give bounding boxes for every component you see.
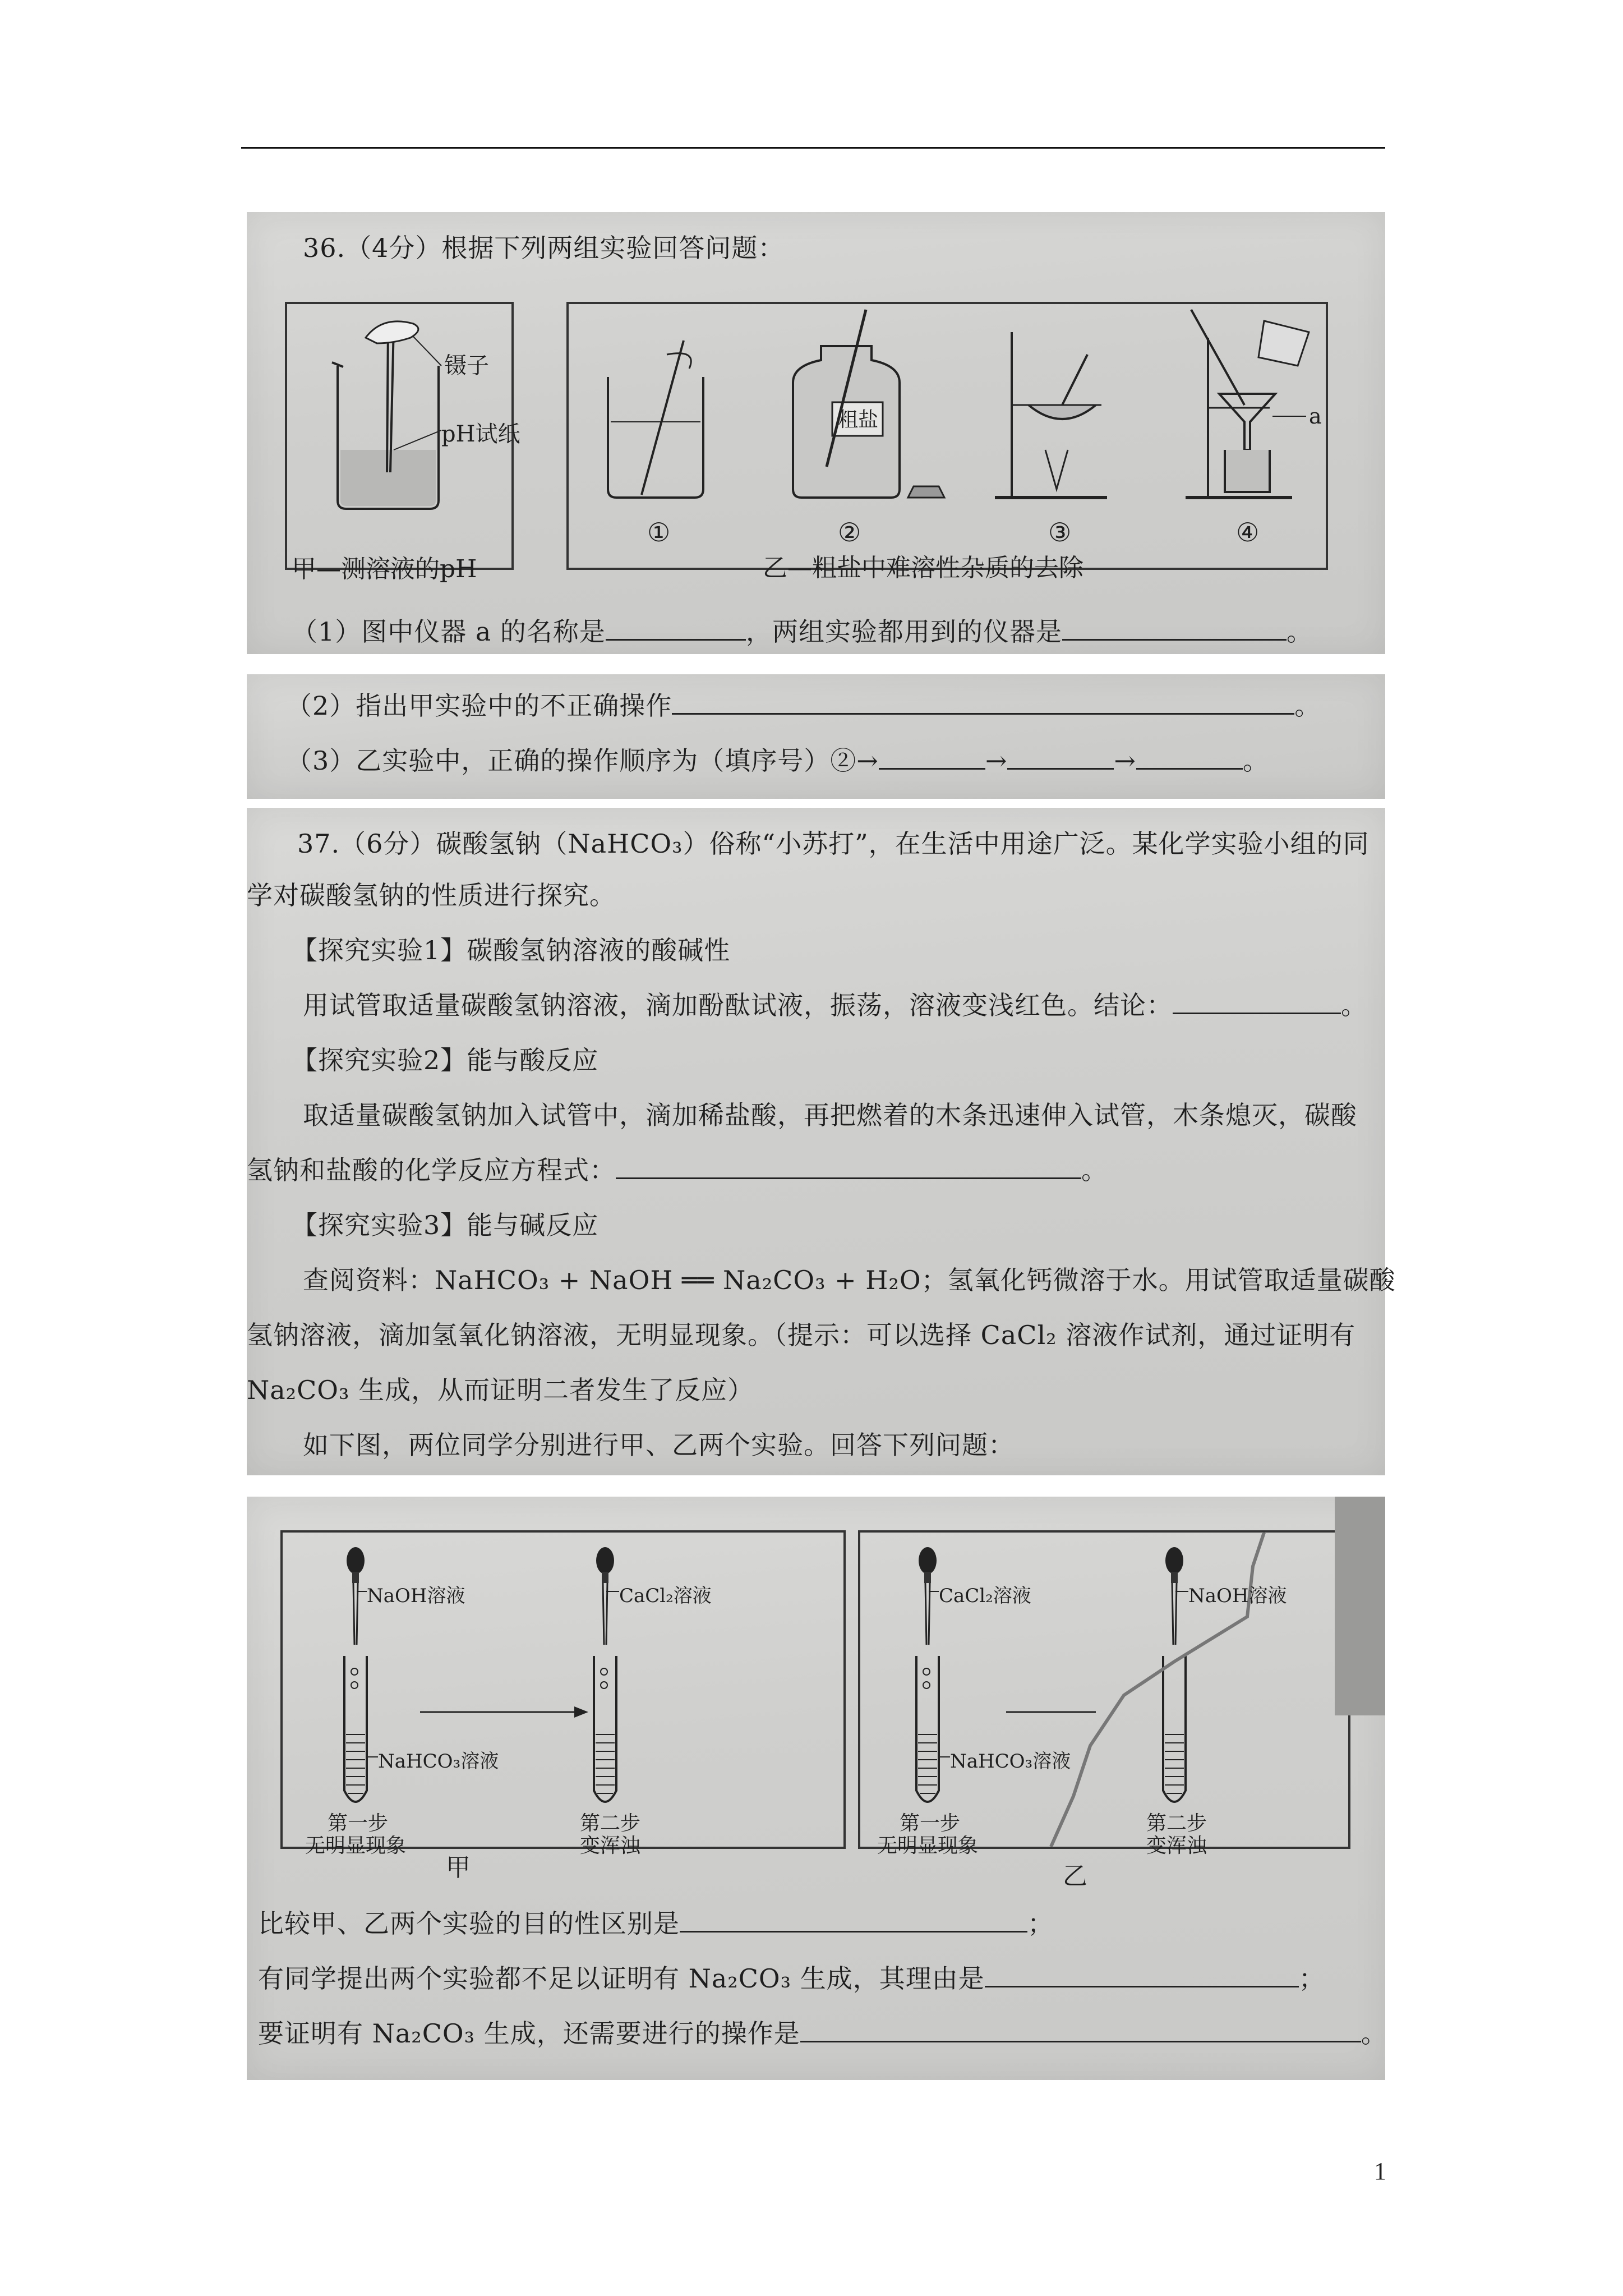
ph-paper-label: pH试纸 — [441, 421, 520, 447]
yi-dropper2-label: NaOH溶液 — [1188, 1585, 1287, 1607]
q37-line2: 学对碳酸氢钠的性质进行探究。 — [247, 880, 616, 910]
answer-blank[interactable] — [1173, 993, 1341, 1014]
yi-caption: 乙 — [1063, 1862, 1087, 1890]
figure-jia-tubes — [280, 1530, 846, 1857]
jia-tubes-diagram — [283, 1533, 843, 1847]
figure-jia-ph — [285, 302, 520, 570]
answer-blank[interactable] — [672, 694, 1294, 715]
instrument-a-label: a — [1309, 404, 1322, 429]
torn-corner — [1335, 1497, 1385, 1715]
q36-part3: （3）乙实验中，正确的操作顺序为（填序号）②→ → → 。 — [286, 746, 1269, 776]
salt-bottle-label: 粗盐 — [838, 408, 879, 431]
jia-dropper2-label: CaCl₂溶液 — [619, 1585, 712, 1607]
jia-dropper1-label: NaOH溶液 — [367, 1585, 465, 1607]
salt-purification-diagram — [569, 304, 1326, 568]
exp2-text2: 氢钠和盐酸的化学反应方程式： 。 — [247, 1155, 1108, 1185]
exp3-text1: 查阅资料：NaHCO₃ + NaOH ══ Na₂CO₃ + H₂O；氢氧化钙微溶于水。用试管取适量碳酸 — [303, 1265, 1396, 1295]
exp3-title: 【探究实验3】能与碱反应 — [292, 1210, 599, 1240]
jia-step2: 第二步 — [580, 1812, 641, 1835]
answer-blank[interactable] — [680, 1912, 1027, 1932]
jia-tube1-label: NaHCO₃溶液 — [378, 1750, 499, 1773]
exp2-title: 【探究实验2】能与酸反应 — [292, 1045, 599, 1075]
q36-photo-panel — [247, 212, 1385, 654]
step-1-number: ① — [647, 517, 671, 547]
q36-part2: （2）指出甲实验中的不正确操作 。 — [286, 691, 1321, 721]
exp2-text1: 取适量碳酸氢钠加入试管中，滴加稀盐酸，再把燃着的木条迅速伸入试管，木条熄灭，碳酸 — [303, 1100, 1357, 1130]
q36-part2-panel — [247, 674, 1385, 799]
yi-step2: 第二步 — [1146, 1812, 1207, 1835]
exp1-title: 【探究实验1】碳酸氢钠溶液的酸碱性 — [292, 935, 731, 965]
yi-tubes-diagram — [860, 1533, 1348, 1847]
q36-part1: （1）图中仪器 a 的名称是 ，两组实验都用到的仪器是 。 — [292, 616, 1313, 647]
answer-blank[interactable] — [616, 1158, 1081, 1179]
answer-blank[interactable] — [1062, 620, 1287, 641]
q37-question-a: 比较甲、乙两个实验的目的性区别是 ； — [258, 1908, 1054, 1939]
step-3-number: ③ — [1048, 517, 1072, 547]
answer-blank[interactable] — [1007, 749, 1114, 770]
yi-caption: 乙—粗盐中难溶性杂质的去除 — [763, 554, 1083, 582]
yi-dropper1-label: CaCl₂溶液 — [939, 1585, 1031, 1607]
tweezers-label: 镊子 — [444, 353, 489, 379]
answer-blank[interactable] — [985, 1967, 1299, 1987]
exp3-text3: Na₂CO₃ 生成，从而证明二者发生了反应） — [247, 1375, 754, 1405]
figure-yi-salt-purification — [566, 302, 1328, 570]
jia-step2-obs: 变浑浊 — [580, 1834, 641, 1857]
q36-header: 36.（4分）根据下列两组实验回答问题： — [303, 233, 785, 263]
exp1-text: 用试管取适量碳酸氢钠溶液，滴加酚酞试液，振荡，溶液变浅红色。结论： 。 — [303, 990, 1367, 1020]
jia-step1-obs: 无明显现象 — [305, 1834, 407, 1857]
q37-text-panel — [247, 808, 1396, 1475]
answer-blank[interactable] — [1136, 749, 1243, 770]
figure-yi-tubes — [858, 1530, 1350, 1857]
jia-step1: 第一步 — [328, 1812, 389, 1835]
q37-figure-panel — [247, 1497, 1385, 2080]
exp3-text2: 氢钠溶液，滴加氢氧化钠溶液，无明显现象。（提示：可以选择 CaCl₂ 溶液作试剂，通过证明有 — [247, 1320, 1356, 1350]
yi-step1-obs: 无明显现象 — [877, 1834, 979, 1857]
header-rule — [241, 147, 1385, 149]
step-2-number: ② — [838, 517, 861, 547]
q37-line1: 37.（6分）碳酸氢钠（NaHCO₃）俗称“小苏打”，在生活中用途广泛。某化学实验小组的同 — [297, 829, 1370, 859]
page-number: 1 — [1374, 2157, 1386, 2185]
answer-blank[interactable] — [606, 620, 746, 641]
answer-blank[interactable] — [800, 2022, 1361, 2042]
yi-step2-obs: 变浑浊 — [1146, 1834, 1207, 1857]
yi-tube1-label: NaHCO₃溶液 — [950, 1750, 1071, 1773]
jia-caption: 甲—测溶液的pH — [292, 555, 477, 583]
q37-question-c: 要证明有 Na₂CO₃ 生成，还需要进行的操作是 。 — [258, 2018, 1387, 2049]
jia-caption: 甲 — [446, 1853, 471, 1882]
q37-question-b: 有同学提出两个实验都不足以证明有 Na₂CO₃ 生成，其理由是 ； — [258, 1963, 1325, 1994]
answer-blank[interactable] — [879, 749, 985, 770]
yi-step1: 第一步 — [900, 1812, 961, 1835]
exp3-text4: 如下图，两位同学分别进行甲、乙两个实验。回答下列问题： — [303, 1430, 1015, 1460]
step-4-number: ④ — [1236, 517, 1260, 547]
